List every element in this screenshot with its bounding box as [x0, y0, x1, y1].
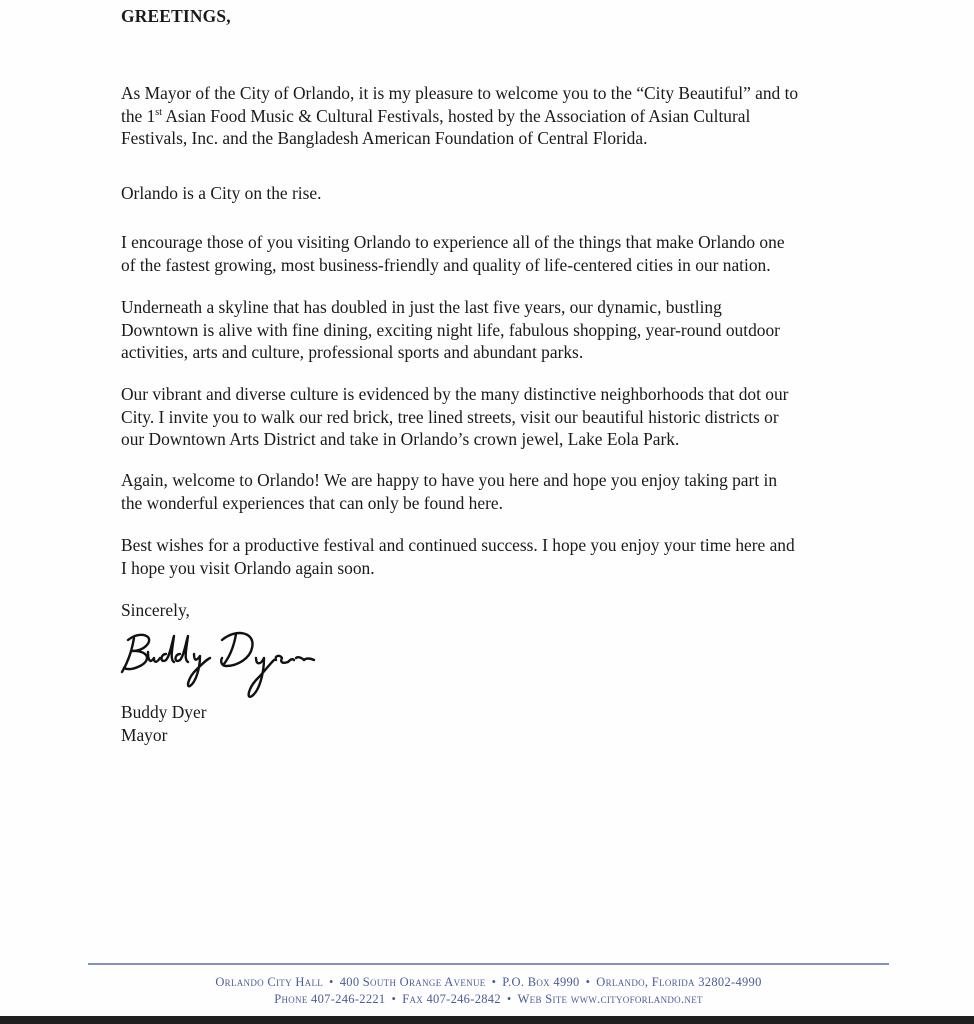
closing: Sincerely, — [121, 600, 190, 620]
paragraph-line: activities, arts and culture, professional sports and abundant parks. — [121, 342, 584, 362]
paragraph-line: Our vibrant and diverse culture is evidenced by the many distinctive neighborhoods that dot our — [121, 384, 789, 404]
paragraph-line: Again, welcome to Orlando! We are happy to have you here and hope you enjoy taking part in — [121, 470, 778, 490]
paragraph-line: Best wishes for a productive festival and continued success. I hope you enjoy your time here and — [121, 535, 795, 555]
paragraph-line: Festivals, Inc. and the Bangladesh American Foundation of Central Florida. — [121, 128, 648, 148]
separator-dot: • — [506, 992, 512, 1006]
footer-contact-line: Phone 407-246-2221 • Fax 407-246-2842 • Web Site www.cityoforlando.net — [274, 992, 703, 1006]
paragraph-culture — [121, 383, 881, 451]
paragraph-rise — [121, 182, 881, 205]
paragraph-line: I hope you visit Orlando again soon. — [121, 557, 375, 578]
paragraph-line: our Downtown Arts District and take in Orlando’s crown jewel, Lake Eola Park. — [121, 429, 680, 449]
paragraph-line: the 1 — [121, 105, 156, 126]
separator-dot: • — [391, 992, 397, 1006]
paragraph-encourage — [121, 231, 881, 276]
website-link[interactable]: Web Site www.cityoforlando.net — [517, 992, 703, 1006]
paragraph-line: Orlando is a City on the rise. — [121, 183, 322, 203]
paragraph-line: Asian Food Music & Cultural Festivals, hosted by the Association of Asian Cultural — [161, 105, 751, 126]
signer-title: Mayor — [121, 724, 168, 745]
separator-dot: • — [329, 975, 334, 989]
paragraph-welcome — [121, 82, 881, 150]
paragraph-line: the wonderful experiences that can only be found here. — [121, 492, 503, 513]
paragraph-line: Underneath a skyline that has doubled in just the last five years, our dynamic, bustling — [121, 297, 722, 317]
signer-name: Buddy Dyer — [121, 702, 207, 722]
signer-block — [121, 701, 881, 746]
paragraph-line: I encourage those of you visiting Orlando to experience all of the things that make Orlando one — [121, 232, 785, 252]
signature — [118, 620, 318, 702]
paragraph-line: Downtown is alive with fine dining, exciting night life, fabulous shopping, year-round outdoor — [121, 319, 780, 340]
paragraph-skyline — [121, 296, 881, 364]
ordinal-suffix: st — [155, 106, 162, 118]
paragraph-best-wishes — [121, 534, 881, 579]
footer-address-line: Orlando City Hall • 400 South Orange Avenue • P.O. Box 4990 • Orlando, Florida 32802-4990 — [215, 975, 762, 989]
paragraph-line: City. I invite you to walk our red brick, tree lined streets, visit our beautiful historic districts or — [121, 406, 779, 427]
bottom-edge-bar — [0, 1016, 974, 1024]
separator-dot: • — [585, 975, 591, 989]
paragraph-line: As Mayor of the City of Orlando, it is my pleasure to welcome you to the “City Beautiful” and to — [121, 83, 799, 103]
paragraph-welcome-again — [121, 469, 881, 514]
footer-divider — [88, 963, 889, 965]
signature-text: Buddy Dyer — [118, 620, 123, 621]
paragraph-line: of the fastest growing, most business-friendly and quality of life-centered cities in our nation. — [121, 254, 771, 275]
separator-dot: • — [491, 975, 497, 989]
greeting: GREETINGS, — [121, 6, 231, 26]
